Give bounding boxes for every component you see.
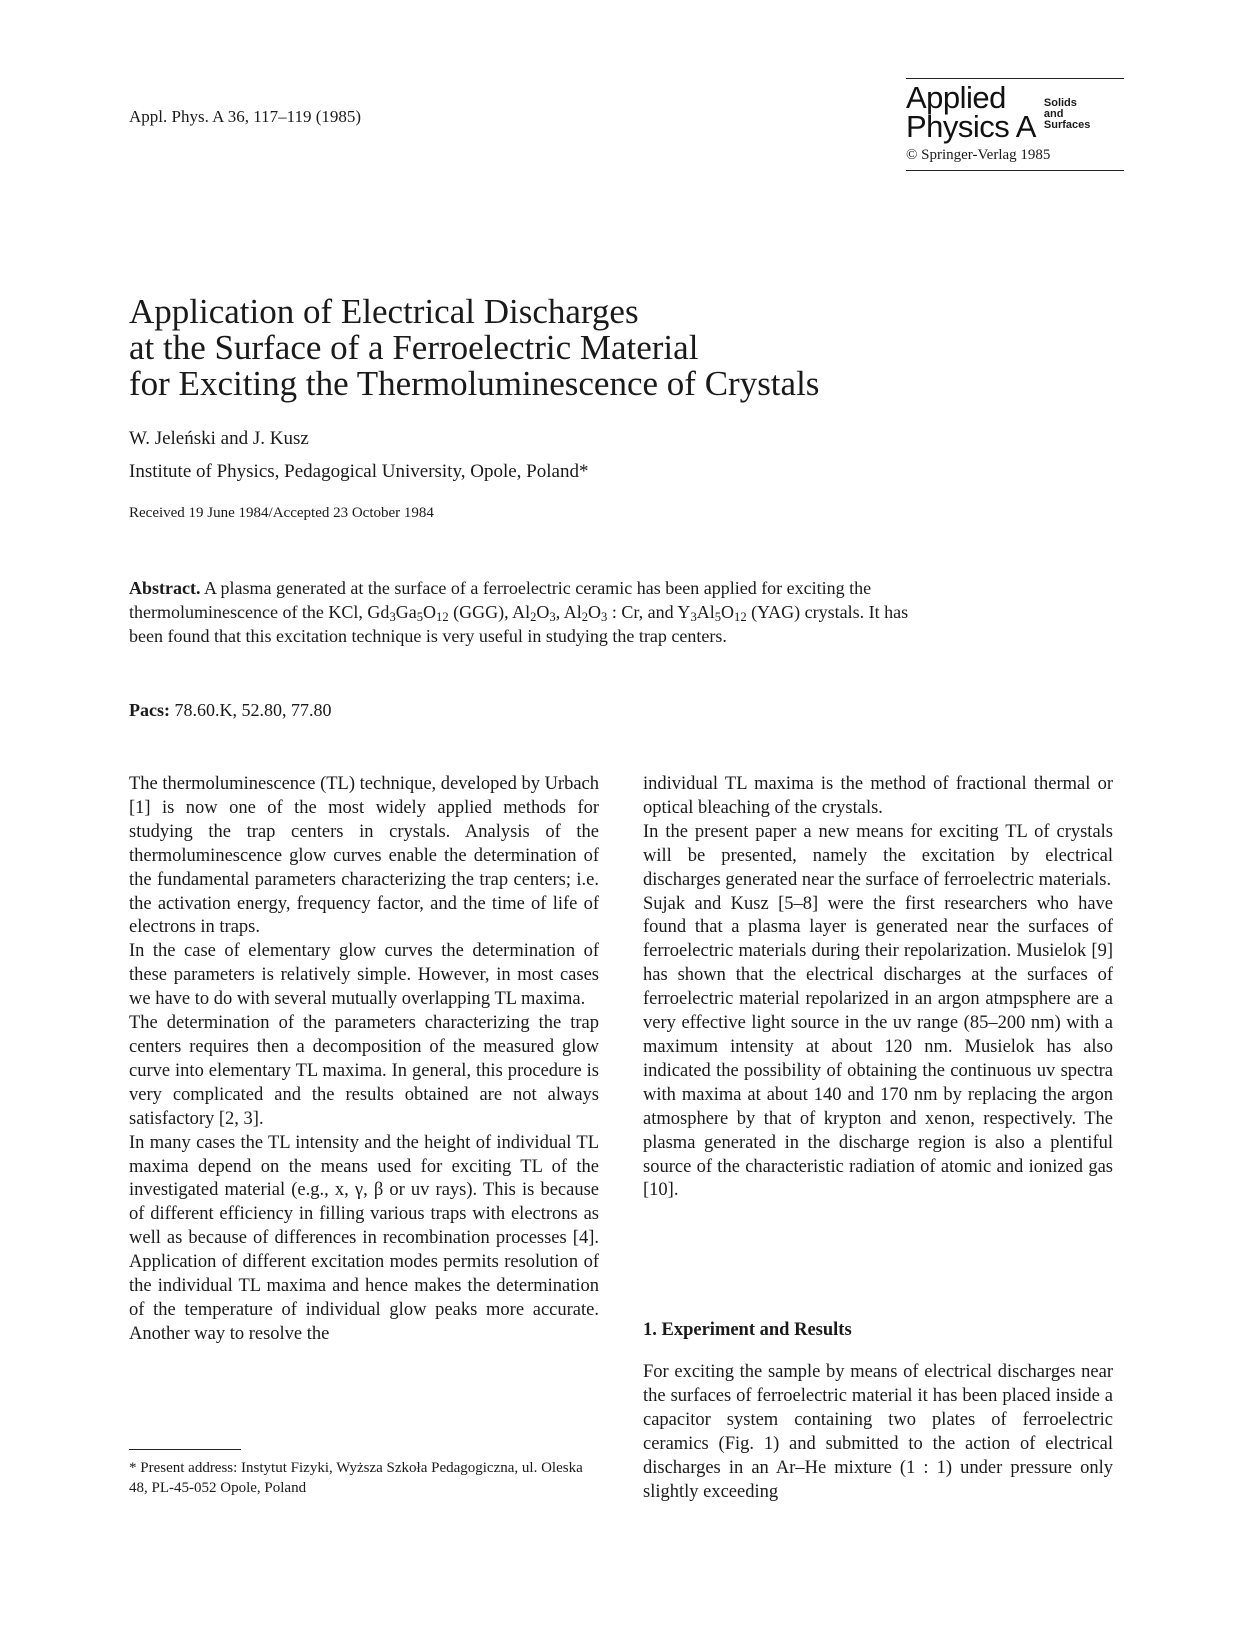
subscript: 3 [601, 610, 608, 624]
logo-bottom-rule [906, 170, 1124, 171]
title-line: Application of Electrical Discharges [129, 292, 639, 331]
title-line: for Exciting the Thermoluminescence of Crystals [129, 364, 820, 403]
journal-citation: Appl. Phys. A 36, 117–119 (1985) [129, 107, 362, 126]
logo-side-solids: Solids [1043, 97, 1077, 109]
logo-line-physics: Physics A [906, 109, 1036, 144]
body-paragraph: In the case of elementary glow curves the determination of these parameters is relatively simple. However, in most cases we have to do with several mutually overlapping TL maxima. [129, 941, 599, 1010]
body-paragraph: individual TL maxima is the method of fractional thermal or optical bleaching of the crystals. [643, 774, 1113, 818]
footnote-rule [129, 1449, 241, 1450]
abstract-text: Ga [395, 602, 417, 622]
body-paragraph: In many cases the TL intensity and the height of individual TL maxima depend on the means used for exciting TL of the investigated material (e.g., x, γ, β or uv rays). This is because of different efficiency in filling various traps with electrons as well as because of differences in recombination processes [4]. Application of different excitation modes permits resolution of the individual TL maxima and hence makes the determination of the temperature of individual glow peaks more accurate. Another way to resolve the [129, 1132, 599, 1344]
subscript: 3 [389, 610, 396, 624]
abstract-text: Al [696, 602, 715, 622]
logo-line-applied: Applied [906, 80, 1006, 115]
pacs [129, 700, 331, 721]
logo-subtitle [1044, 98, 1090, 131]
subscript: 2 [530, 610, 537, 624]
subscript: 12 [436, 610, 449, 624]
copyright: © Springer-Verlag 1985 [906, 147, 1051, 163]
subscript: 3 [690, 610, 697, 624]
subscript: 12 [734, 610, 747, 624]
subscript: 5 [714, 610, 722, 624]
logo-top-rule [906, 78, 1124, 79]
abstract-text: O [588, 602, 602, 622]
body-paragraph: Sujak and Kusz [5–8] were the first researchers who have found that a plasma layer is generated near the surfaces of ferroelectric materials during their repolarization. Musielok [9] has shown that the electrical discharges at the surfaces of ferroelectric material repolarized in an argon atmpsphere are a very effective light source in the uv range (85–200 nm) with a maximum intensity at about 120 nm. Musielok has also indicated the possibility of obtaining the continuous uv spectra with maxima at about 140 and 170 nm by replacing the argon atmosphere by that of krypton and xenon, respectively. The plasma generated in the discharge region is also a plentiful source of the characteristic radiation of atomic and ionized gas [10]. [643, 893, 1113, 1201]
affiliation: Institute of Physics, Pedagogical University, Opole, Poland* [129, 461, 589, 482]
article-title [129, 294, 1029, 402]
subscript: 2 [581, 610, 589, 624]
received-date: Received 19 June 1984/Accepted 23 October 1984 [129, 505, 434, 521]
abstract-text: O [721, 602, 735, 622]
journal-logo-block [906, 78, 1124, 171]
abstract-text: , Al [555, 602, 582, 622]
pacs-label: Pacs: [129, 700, 170, 720]
body-paragraph: The determination of the parameters characterizing the trap centers requires then a decomposition of the measured glow curve into elementary TL maxima. In general, this procedure is very complicated and the results obtained are not always satisfactory [2, 3]. [129, 1013, 599, 1129]
abstract [129, 576, 919, 648]
subscript: 3 [549, 610, 556, 624]
body-paragraph: In the present paper a new means for exciting TL of crystals will be presented, namely the excitation by electrical discharges generated near the surface of ferroelectric materials. [643, 821, 1113, 890]
section-paragraph: For exciting the sample by means of electrical discharges near the surfaces of ferroelectric material it has been placed inside a capacitor system containing two plates of ferroelectric ceramics (Fig. 1) and submitted to the action of electrical discharges in an Ar–He mixture (1 : 1) under pressure only slightly exceeding [643, 1362, 1113, 1502]
abstract-text: (YAG) crystals. It has been found that this excitation technique is very useful in studying the trap centers. [129, 602, 909, 646]
logo-side-surfaces: Surfaces [1043, 119, 1091, 131]
abstract-text: O [423, 602, 437, 622]
section-heading: 1. Experiment and Results [643, 1320, 852, 1340]
body-column-left [129, 773, 599, 1347]
pacs-value: 78.60.K, 52.80, 77.80 [169, 700, 332, 720]
body-paragraph: The thermoluminescence (TL) technique, developed by Urbach [1] is now one of the most widely applied methods for studying the trap centers in crystals. Analysis of the thermoluminescence glow curves enable the determination of the fundamental parameters characterizing the trap centers; i.e. the activation energy, frequency factor, and the time of life of electrons in traps. [129, 774, 600, 938]
body-column-right [643, 773, 1113, 1203]
abstract-text: O [536, 602, 550, 622]
subscript: 5 [416, 610, 424, 624]
logo-text [906, 80, 1036, 144]
abstract-text: : Cr, and Y [607, 602, 691, 622]
title-line: at the Surface of a Ferroelectric Material [129, 328, 699, 367]
abstract-text: A plasma generated at the surface of a ferroelectric ceramic has been applied for exciting the thermoluminescence of the KCl, Gd [129, 578, 872, 622]
abstract-label: Abstract. [129, 578, 201, 598]
abstract-text: (GGG), Al [448, 602, 531, 622]
footnote: * Present address: Instytut Fizyki, Wyższa Szkoła Pedagogiczna, ul. Oleska 48, PL-45-052 Opole, Poland [129, 1460, 583, 1496]
logo-side-and: and [1043, 108, 1064, 120]
journal-logo [906, 80, 1124, 144]
authors: W. Jeleński and J. Kusz [129, 428, 309, 449]
